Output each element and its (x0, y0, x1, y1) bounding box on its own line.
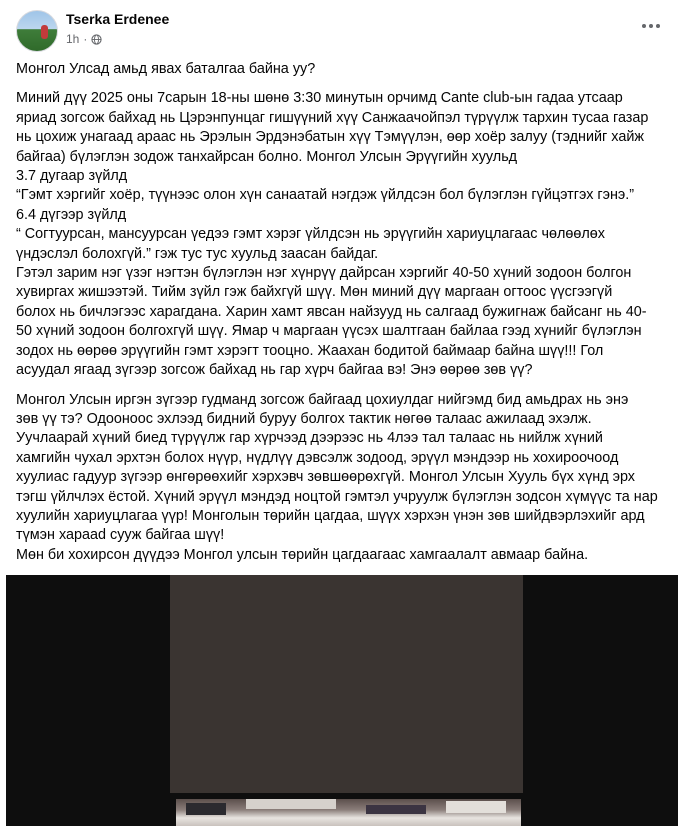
post-text-line: Монгол Улсын иргэн зүгээр гудманд зогсож байгаад цохиулдаг нийгэмд бид амьдрах нь энэ (16, 391, 629, 408)
post-text-line: “ Согтуурсан, мансуурсан үедээ гэмт хэрэг үйлдсэн нь эрүүгийн хариуцлагаас чөлөөлөх (16, 226, 605, 243)
avatar[interactable] (16, 10, 58, 52)
author-name[interactable]: Tserka Erdenee (66, 11, 170, 27)
post-text-line: үндэслэл болохгүй.” гэж тус тус хуульд заасан байдаг. (16, 245, 379, 262)
post-paragraph (16, 60, 666, 79)
post-text-line: Гэтэл зарим нэг үзэг нэгтэн бүлэглэн нэг хүнрүү дайрсан хэргийг 40-50 хүний зодоон болгон (16, 265, 632, 282)
post-text-line: “Гэмт хэргийг хоёр, түүнээс олон хүн санаатай нэгдэж үйлдсэн бол бүлэглэн гүйцэтгэх гэнэ.” (16, 187, 635, 204)
post-text-line: 6.4 дүгээр зүйлд (16, 206, 127, 223)
post-media[interactable] (6, 575, 678, 826)
post-text (16, 60, 666, 575)
video-thumbnail-strip (176, 799, 521, 826)
post-text-line: хамгийн чухал эрхтэн болох нүүр, нүдлүү дэвсэлж зодоод, эрүүл мэндээр нь хохироочоод (16, 449, 619, 466)
video-frame[interactable] (170, 575, 523, 793)
meta-separator: · (83, 32, 88, 46)
post-text-line: Миний дүү 2025 оны 7сарын 18-ны шөнө 3:30 минутын орчимд Cante club-ын гадаа утсаар (16, 90, 623, 107)
globe-icon[interactable] (91, 34, 102, 45)
post-text-line: 3.7 дугаар зүйлд (16, 168, 128, 185)
post-text-line: тэгш үйлчлэх ёстой. Хүний эрүүл мэндэд ноцтой гэмтэл учруулж бүлэглэн зодсон хүмүүс та нар (16, 488, 658, 505)
post-text-line: 50 хүний зодоон болгохгүй шүү. Ямар ч маргаан үүсэх шалтгаан байлаа гээд хүнийг бүлэглэн (16, 323, 642, 340)
post-text-line: хуулиас гадуур зүгээр өнгөрөөхийг хэрхэвч зөвшөөрөхгүй. Монгол Улсын Хууль бүх хүнд эрх (16, 469, 635, 486)
post-meta (66, 32, 102, 46)
post-paragraph (16, 89, 666, 380)
post-text-line: нь цохиж унагаад араас нь Эрэлын Эрдэнэбатын хүү Тэмүүлэн, өөр хоёр залуу (тэднийг хайж (16, 129, 645, 146)
post-text-line: асуудал ягаад зүгээр зогсож байхад нь гар хүрч байгаа вэ! Энэ өөрөө зөв үү? (16, 362, 533, 379)
post-time[interactable]: 1h (66, 32, 80, 46)
post-text-line: яриад зогсож байхад нь Цэрэнпунцаг гишүүний хүү Санжаачойпэл түрүүлж тархин тусаа газар (16, 109, 649, 126)
more-options-icon[interactable] (639, 18, 663, 34)
post-text-line: байгаа) бүлэглэн зодож танхайрсан болно. Монгол Улсын Эрүүгийн хуульд (16, 148, 518, 165)
post-text-line: хуулийн хариуцлагаа үүр! Монголын төрийн цагдаа, шүүх хэрхэн үнэн зөв шийдвэрлэхийг ард (16, 507, 645, 524)
post-header (0, 0, 679, 58)
post-text-line: болох нь бичлэгээс харагдана. Харин хамт явсан найзууд нь салгаад бужигнаж байсанг нь 40- (16, 303, 647, 320)
post-text-line: зодох нь өөрөө эрүүгийн гэмт хэрэгт тооцно. Жаахан бодитой баймаар байна шүү!!! Гол (16, 342, 604, 359)
post-text-line: хувиргах жишээтэй. Тийм зүйл гэж байхгүй шүү. Мөн миний дүү маргаан огтоос үүсгээгүй (16, 284, 613, 301)
post-text-line: Мөн би хохирсон дүүдээ Монгол улсын төрийн цагдаагаас хамгаалалт авмаар байна. (16, 546, 589, 563)
post-text-line: зөв үү тэ? Одооноос эхлээд бидний буруу болгох тактик нөгөө талаас ажилаад эхэлж. (16, 410, 592, 427)
post-text-line: Уучлаарай хүний биед түрүүлж гар хүрчээд дээрээс нь 4лээ тал талаас нь нийлж хүний (16, 430, 603, 447)
post-paragraph (16, 391, 666, 566)
post-text-line: Монгол Улсад амьд явах баталгаа байна уу? (16, 61, 316, 77)
post-text-line: түмэн харааd сууж байгаа шүү! (16, 527, 225, 544)
